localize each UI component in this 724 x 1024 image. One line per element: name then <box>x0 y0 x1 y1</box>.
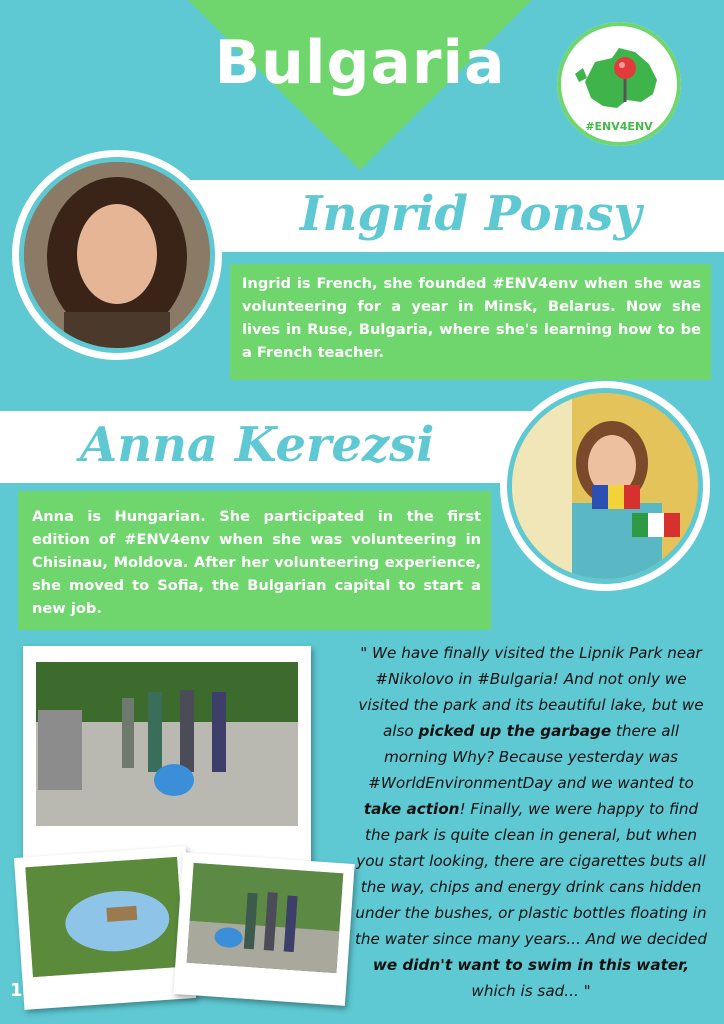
glove-photo <box>25 857 184 977</box>
page-title: Bulgaria <box>214 28 506 98</box>
portrait-image <box>24 162 210 348</box>
portrait-image <box>512 393 698 579</box>
env4env-logo <box>557 22 681 146</box>
quote-bold-2: take action <box>363 800 460 818</box>
profile-name-2: Anna Kerezsi <box>80 417 435 473</box>
group-photo-park <box>36 662 298 826</box>
quote-bold-1: picked up the garbage <box>418 722 612 740</box>
portrait-anna <box>512 393 698 579</box>
quote-bold-3: we didn't want to swim in this water, <box>372 956 690 974</box>
quote-text <box>352 640 710 1004</box>
group-photo-road <box>187 863 344 973</box>
group-road-image <box>187 863 344 973</box>
quote-part-4: which is sad... " <box>471 982 591 1000</box>
glove-photo-image <box>25 857 184 977</box>
profile-bio-2: Anna is Hungarian. She participated in the first edition of #ENV4env when she was volunteering in Chisinau, Moldova. After her volunteering experience, she moved to Sofia, the Bulgarian capital to start a new job. <box>18 491 491 630</box>
portrait-ingrid <box>24 162 210 348</box>
page-number: 11 <box>10 980 36 1001</box>
quote-part-3: ! Finally, we were happy to find the park is quite clean in general, but when you start looking, there are cigarettes buts all the way, chips and energy drink cans hidden under the bushes, or plastic bottles floating in the water since many years... And we decided <box>354 800 708 948</box>
quote-part-2: there all morning Why? Because yesterday was #WorldEnvironmentDay and we wanted to <box>368 722 694 792</box>
logo-text: #ENV4ENV <box>585 120 653 133</box>
group-photo-image <box>36 662 298 826</box>
quote-part-1: " We have finally visited the Lipnik Park near #Nikolovo in #Bulgaria! And not only we visited the park and its beautiful lake, but we also <box>358 644 704 740</box>
profile-bio-1: Ingrid is French, she founded #ENV4env when she was volunteering for a year in Minsk, Belarus. Now she lives in Ruse, Bulgaria, where she's learning how to be a French teacher. <box>230 264 711 380</box>
profile-name-1: Ingrid Ponsy <box>300 186 642 242</box>
